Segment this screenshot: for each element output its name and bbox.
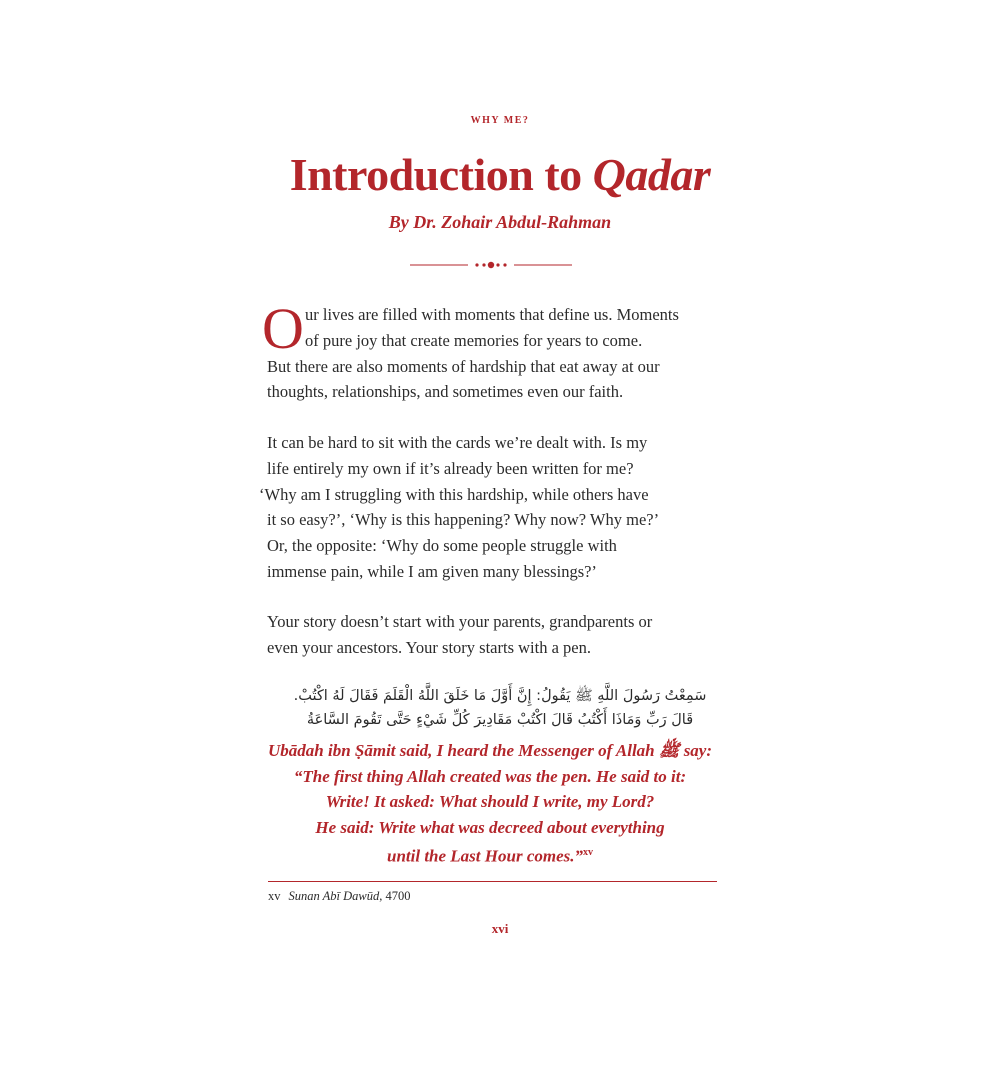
footnote-marker: xv [268,889,281,903]
text-line: But there are also moments of hardship that eat away at our [267,356,660,376]
translation-line [240,840,740,869]
paragraph-3 [267,609,737,661]
title-italic: Qadar [592,149,711,200]
text-line: it so easy?’, ‘Why is this happening? Why now? Why me?’ [267,510,660,530]
footnote-number: , 4700 [379,889,411,903]
arabic-hadith [262,684,738,732]
title-main: Introduction to [289,149,582,200]
footnote-rule [268,881,717,882]
text-line: immense pain, while I am given many blessings?’ [267,561,597,581]
translation-last-text: until the Last Hour comes.” [387,847,583,867]
translation-line: He said: Write what was decreed about everything [315,817,665,837]
text-line: It can be hard to sit with the cards we’re dealt with. Is my [267,433,648,452]
arabic-line: قَالَ رَبِّ وَمَاذَا أَكْتُبُ قَالَ اكْتُبْ مَقَادِيرَ كُلِّ شَيْءٍ حَتَّى تَقُومَ السَّاعَةُ [306,712,694,728]
text-line: of pure joy that create memories for years to come. [305,330,643,350]
translation-line: Write! It asked: What should I write, my Lord? [325,792,655,812]
page-title [0,148,1000,201]
drop-cap: O [262,296,304,361]
running-head: WHY ME? [470,115,530,126]
arabic-line: سَمِعْتُ رَسُولَ اللَّهِ ﷺ يَقُولُ: إِنَّ أَوَّلَ مَا خَلَقَ اللَّهُ الْقَلَمَ فَقَالَ لَهُ اكْتُبْ. [293,688,707,704]
text-line: thoughts, relationships, and sometimes even our faith. [267,382,624,402]
paragraph-1 [267,302,737,405]
footnote-source: Sunan Abī Dawūd [288,889,380,903]
text-line: Or, the opposite: ‘Why do some people struggle with [267,536,617,556]
footnote-reference[interactable]: xv [583,847,593,859]
page-number: xvi [491,921,509,936]
text-line: even your ancestors. Your story starts with a pen. [267,637,591,657]
text-line: ‘Why am I struggling with this hardship, while others have [259,484,649,504]
hadith-translation [240,738,740,870]
text-line: Your story doesn’t start with your parents, grandparents or [267,612,653,631]
footnote [268,889,411,904]
text-line: life entirely my own if it’s already been written for me? [267,458,634,478]
paragraph-2 [259,430,737,585]
author-byline: By Dr. Zohair Abdul-Rahman [388,212,612,232]
text-line: ur lives are filled with moments that define us. Moments [305,305,679,324]
translation-line: Ubādah ibn Ṣāmit said, I heard the Messenger of Allah ﷺ say: [267,741,713,760]
ornament-divider [410,258,572,272]
translation-line: “The first thing Allah created was the pen. He said to it: [293,766,687,786]
